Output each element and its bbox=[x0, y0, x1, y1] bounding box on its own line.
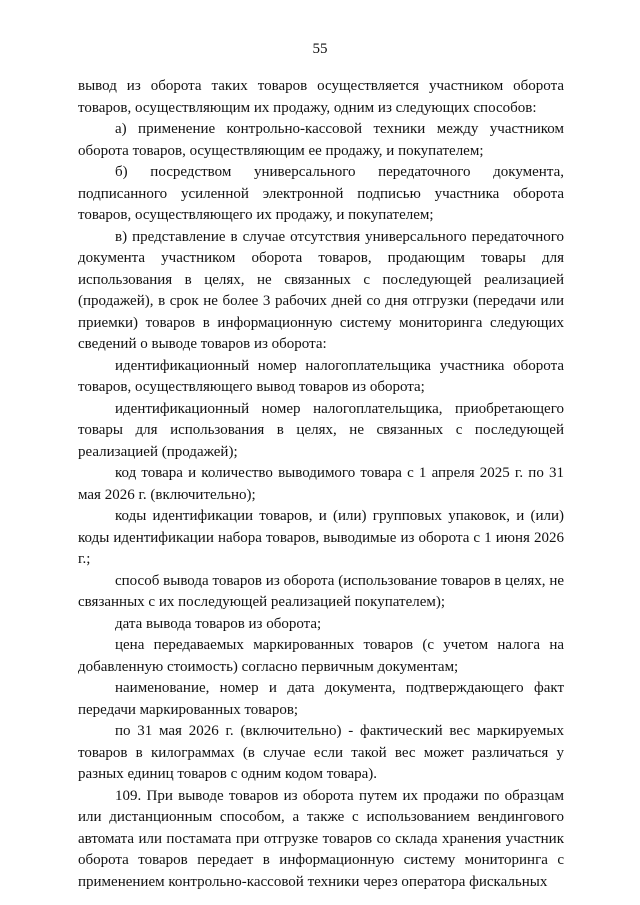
paragraph-option-v: в) представление в случае отсутствия универсального передаточного документа участником оборота товаров, продающим товары для использования в целях, не связанных с последующей реализацией (продажей), в срок не более 3 рабочих дней со дня отгрузки (передачи или приемки) товаров в информационную систему мониторинга следующих сведений о выводе товаров из оборота: bbox=[78, 228, 564, 352]
document-body bbox=[78, 76, 564, 893]
paragraph-price: цена передаваемых маркированных товаров (с учетом налога на добавленную стоимость) согласно первичным документам; bbox=[78, 637, 564, 675]
paragraph-inn-buyer: идентификационный номер налогоплательщика, приобретающего товары для использования в целях, не связанных с последующей реализацией (продажей); bbox=[78, 400, 564, 460]
paragraph-identification-codes: коды идентификации товаров, и (или) групповых упаковок, и (или) коды идентификации набора товаров, выводимые из оборота с 1 июня 2026 г.; bbox=[78, 508, 564, 567]
paragraph-option-a: а) применение контрольно-кассовой техники между участником оборота товаров, осуществляющим ее продажу, и покупателем; bbox=[78, 121, 564, 159]
paragraph-withdrawal-method: способ вывода товаров из оборота (использование товаров в целях, не связанных с их последующей реализацией покупателем); bbox=[78, 572, 564, 610]
page-number: 55 bbox=[312, 41, 328, 57]
paragraph-option-b: б) посредством универсального передаточного документа, подписанного усиленной электронной подписью участника оборота товаров, осуществляющего их продажу, и покупателем; bbox=[78, 164, 564, 223]
paragraph-actual-weight: по 31 мая 2026 г. (включительно) - фактический вес маркируемых товаров в килограммах (в случае если такой вес может различаться у разных единиц товаров с одним кодом товара). bbox=[78, 723, 564, 782]
paragraph-document-details: наименование, номер и дата документа, подтверждающего факт передачи маркированных товаров; bbox=[78, 680, 564, 718]
paragraph-product-code: код товара и количество выводимого товара с 1 апреля 2025 г. по 31 мая 2026 г. (включительно); bbox=[78, 465, 564, 503]
paragraph-clause-109: 109. При выводе товаров из оборота путем их продажи по образцам или дистанционным способом, а также с использованием вендингового автомата или постамата при отгрузке товаров со склада хранения участник оборота товаров передает в информационную систему мониторинга с применением контрольно-кассовой техники через оператора фискальных bbox=[78, 787, 564, 890]
paragraph-withdrawal-date: дата вывода товаров из оборота; bbox=[115, 615, 322, 632]
paragraph-inn-seller: идентификационный номер налогоплательщика участника оборота товаров, осуществляющего вывод товаров из оборота; bbox=[78, 357, 564, 395]
paragraph-continuation: вывод из оборота таких товаров осуществляется участником оборота товаров, осуществляющим их продажу, одним из следующих способов: bbox=[78, 78, 564, 116]
